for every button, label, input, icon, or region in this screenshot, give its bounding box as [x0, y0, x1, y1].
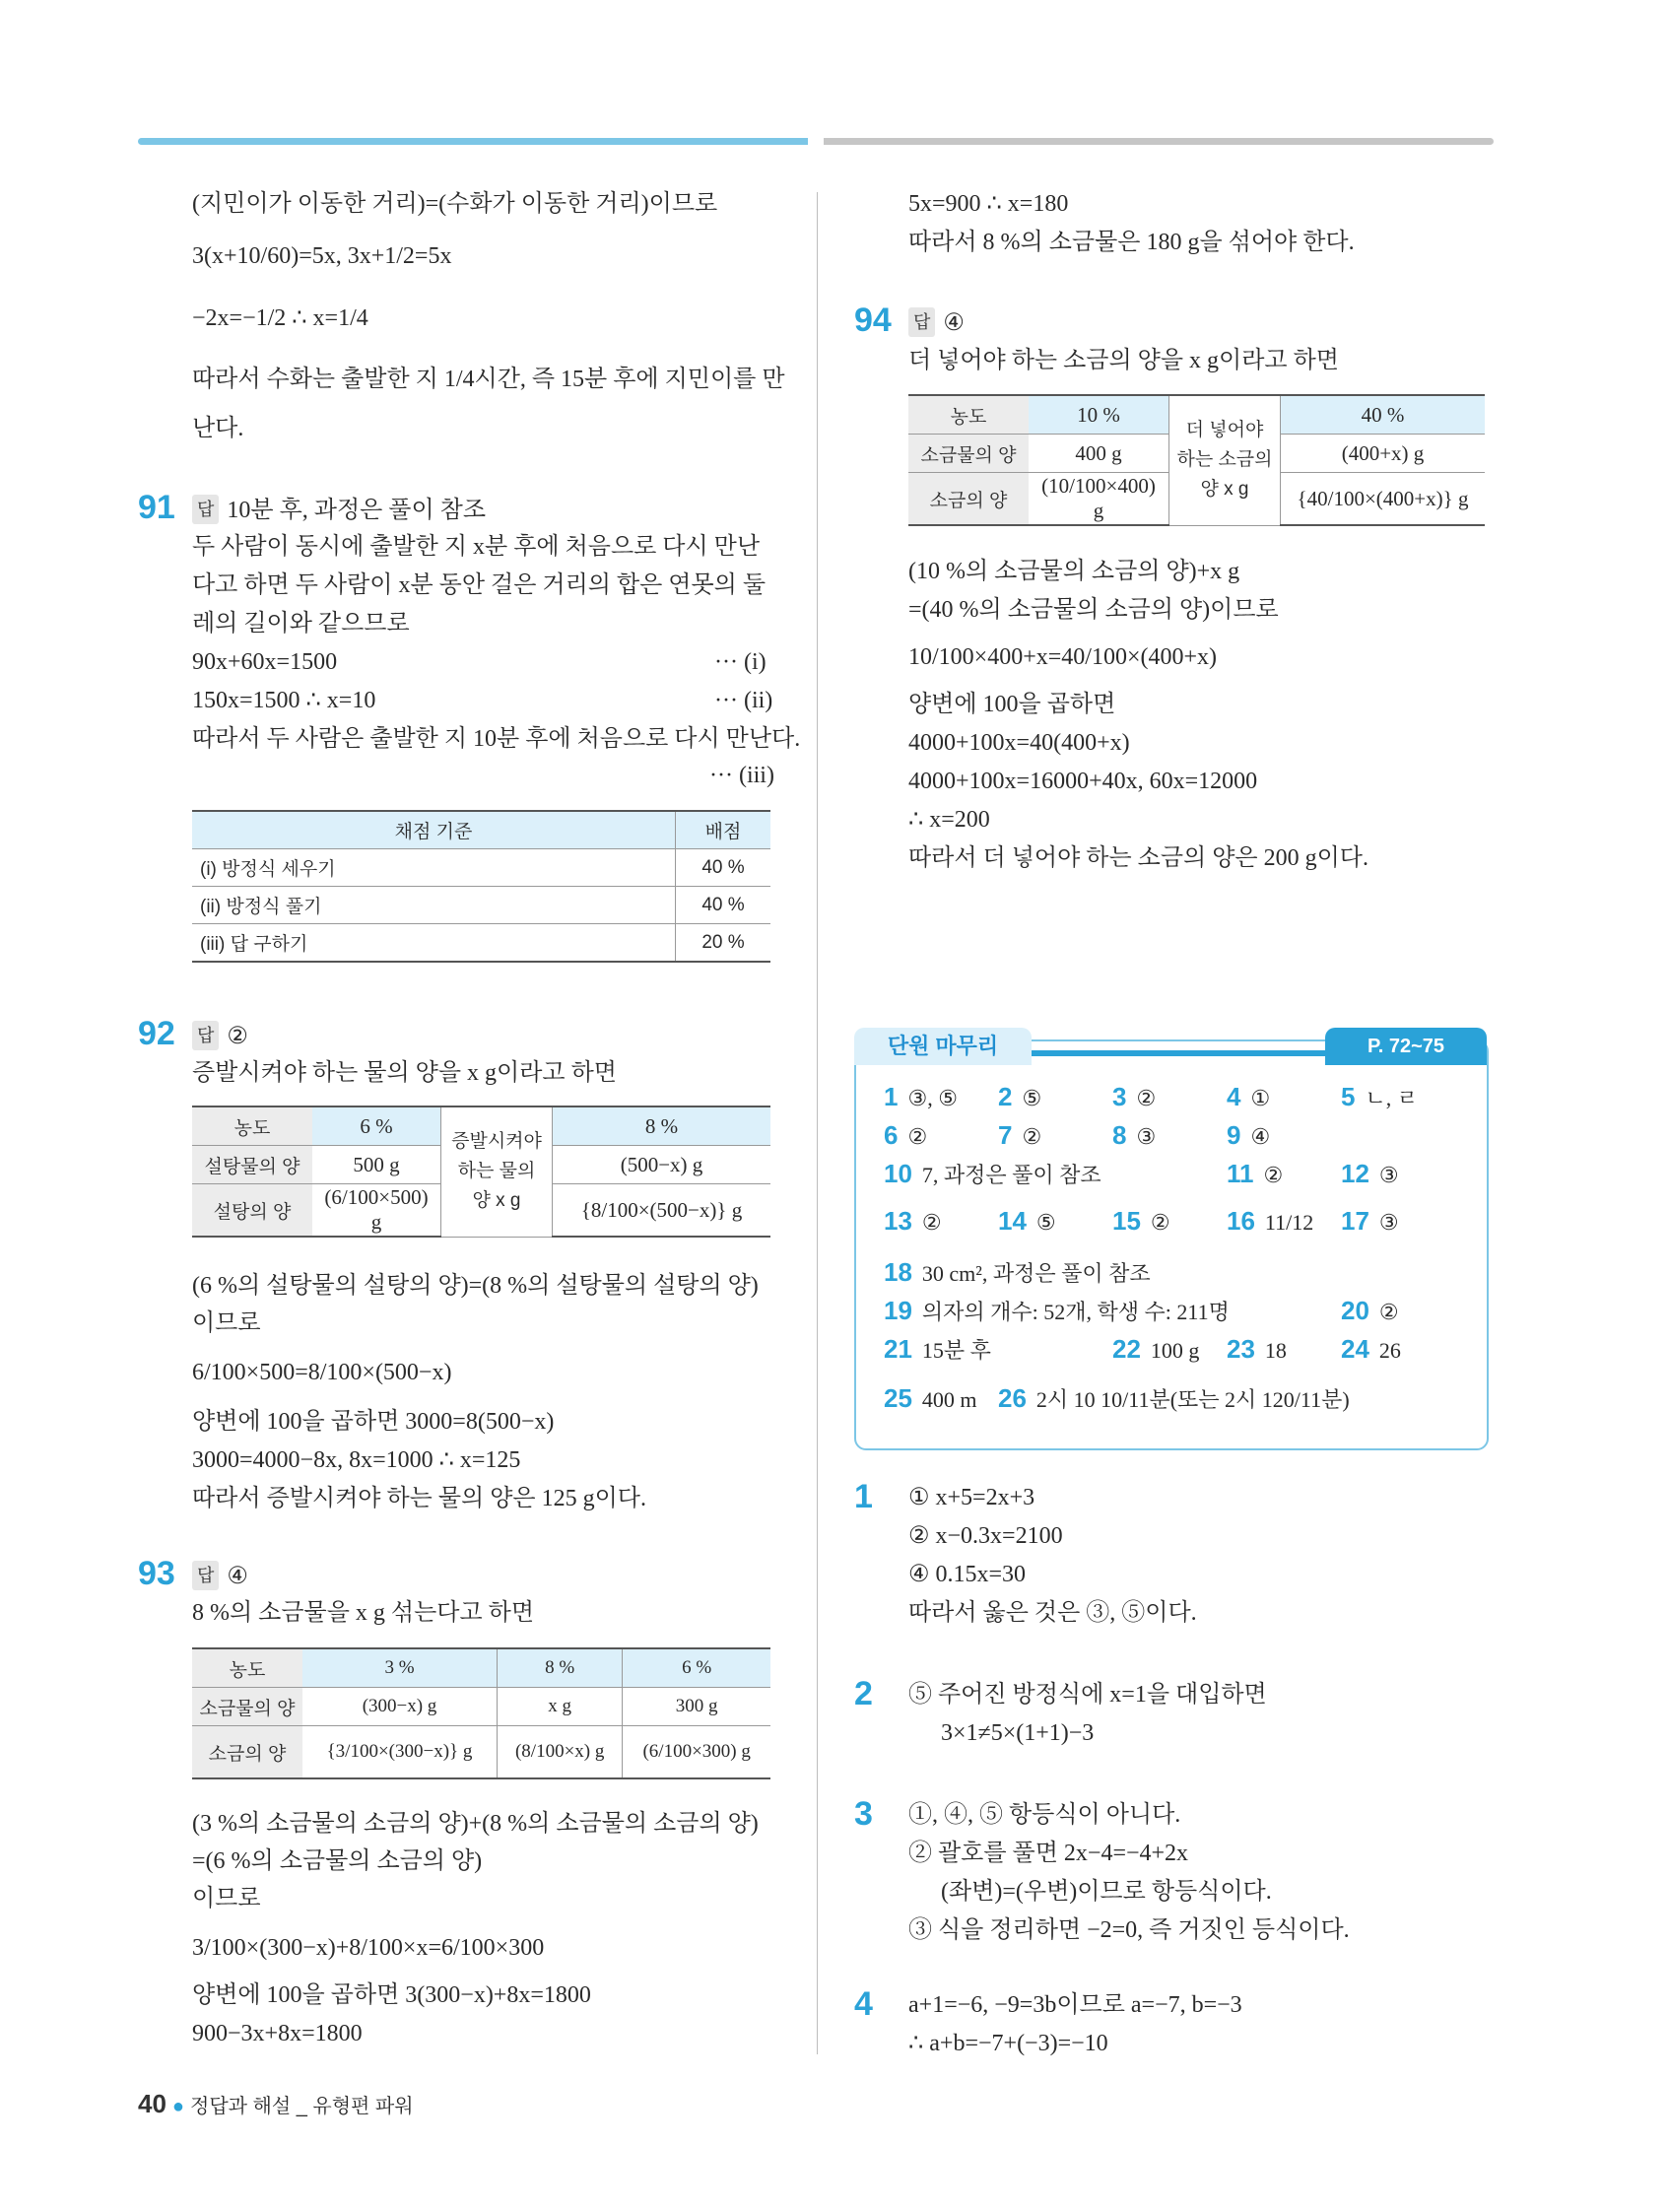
- equation-line: 4000+100x=16000+40x, 60x=12000: [908, 769, 1258, 794]
- solution-line: a+1=−6, −9=3b이므로 a=−7, b=−3: [908, 1992, 1242, 2018]
- table-cell: 6 %: [623, 1648, 770, 1688]
- table-cell: (i) 방정식 세우기: [192, 849, 676, 887]
- intro-line: 3(x+10/60)=5x, 3x+1/2=5x: [192, 243, 452, 269]
- text-line: (6 %의 설탕물의 설탕의 양)=(8 %의 설탕물의 설탕의 양): [192, 1273, 759, 1299]
- table-cell: 400 g: [1029, 435, 1169, 473]
- solution-line: ∴ a+b=−7+(−3)=−10: [908, 2031, 1108, 2056]
- solution-number: 4: [854, 1985, 873, 2023]
- review-item: 24 26: [1341, 1334, 1401, 1364]
- text-line: 따라서 8 %의 소금물은 180 g을 섞어야 한다.: [908, 230, 1355, 255]
- question-number: 94: [854, 302, 892, 339]
- bullet-icon: ●: [171, 2096, 185, 2117]
- solution-line: 3×1≠5×(1+1)−3: [941, 1720, 1095, 1746]
- table-cell: (6/100×500) g: [312, 1184, 441, 1238]
- solution-line: ①, ④, ⑤ 항등식이 아니다.: [908, 1802, 1181, 1828]
- equation-line: 90x+60x=1500: [192, 649, 338, 675]
- review-item: 19 의자의 개수: 52개, 학생 수: 211명: [884, 1296, 1230, 1325]
- unit-review-stripe: [1032, 1050, 1327, 1056]
- review-item: 8 ③: [1112, 1120, 1157, 1150]
- table-cell: (8/100×x) g: [498, 1726, 623, 1779]
- question-number: 91: [138, 489, 175, 526]
- text-line: 이므로: [192, 1310, 261, 1336]
- table-cell: (ii) 방정식 풀기: [192, 887, 676, 924]
- table-cell: 40 %: [676, 849, 771, 887]
- solution-line: ① x+5=2x+3: [908, 1485, 1035, 1510]
- solution-number: 2: [854, 1675, 873, 1712]
- table-cell: (500−x) g: [553, 1146, 771, 1184]
- header-bar-right: [824, 138, 1494, 145]
- table-header: 채점 기준: [192, 811, 676, 849]
- text-line: 따라서 더 넣어야 하는 소금의 양은 200 g이다.: [908, 845, 1368, 871]
- review-item: 17 ③: [1341, 1206, 1399, 1236]
- unit-review-pages: P. 72~75: [1325, 1028, 1487, 1065]
- text-line: =(6 %의 소금물의 소금의 양): [192, 1848, 483, 1874]
- header-bar-left: [138, 138, 808, 145]
- text-line: 따라서 두 사람은 출발한 지 10분 후에 처음으로 다시 만난다.: [192, 726, 801, 752]
- text-line: =(40 %의 소금물의 소금의 양)이므로: [908, 597, 1279, 623]
- answer-badge: 답: [192, 495, 219, 524]
- review-item: 1 ③, ⑤: [884, 1082, 958, 1111]
- page-number: 40: [138, 2089, 167, 2118]
- table-cell: 3 %: [302, 1648, 498, 1688]
- step-mark: ··· (ii): [714, 688, 773, 713]
- intro-line: −2x=−1/2 ∴ x=1/4: [192, 305, 368, 331]
- question-number: 93: [138, 1555, 175, 1592]
- table-cell: (400+x) g: [1281, 435, 1486, 473]
- equation-line: 4000+100x=40(400+x): [908, 730, 1130, 756]
- review-item: 5 ㄴ, ㄹ: [1341, 1082, 1418, 1111]
- table-cell: 더 넣어야 하는 소금의 양 x g: [1169, 395, 1281, 525]
- text-line: 따라서 증발시켜야 하는 물의 양은 125 g이다.: [192, 1486, 646, 1511]
- footer-title: 정답과 해설 _ 유형편 파워: [190, 2096, 414, 2117]
- table-cell: {40/100×(400+x)} g: [1281, 473, 1486, 526]
- table-cell: 증발시켜야 하는 물의 양 x g: [441, 1106, 553, 1237]
- table-cell: 40 %: [676, 887, 771, 924]
- review-item: 18 30 cm², 과정은 풀이 참조: [884, 1257, 1151, 1287]
- solution-number: 3: [854, 1795, 873, 1833]
- review-item: 12 ③: [1341, 1159, 1399, 1188]
- review-item: 3 ②: [1112, 1082, 1157, 1111]
- table-cell: {3/100×(300−x)} g: [302, 1726, 498, 1779]
- answer-badge: 답: [192, 1021, 219, 1050]
- question-number: 92: [138, 1015, 175, 1052]
- page-footer: [138, 2089, 414, 2119]
- text-line: (10 %의 소금물의 소금의 양)+x g: [908, 559, 1240, 584]
- table-cell: 농도: [908, 395, 1029, 435]
- review-item: 14 ⑤: [998, 1206, 1056, 1236]
- answer-text: ④: [227, 1564, 248, 1589]
- table-cell: {8/100×(500−x)} g: [553, 1184, 771, 1238]
- table-cell: 20 %: [676, 924, 771, 963]
- answer-line: [192, 495, 486, 525]
- text-line: 8 %의 소금물을 x g 섞는다고 하면: [192, 1600, 535, 1626]
- step-mark: ··· (i): [714, 649, 767, 675]
- equation-line: 3000=4000−8x, 8x=1000 ∴ x=125: [192, 1447, 521, 1473]
- solution-line: ④ 0.15x=30: [908, 1562, 1027, 1587]
- review-item: 22 100 g: [1112, 1334, 1200, 1364]
- review-item: 25 400 m: [884, 1383, 977, 1413]
- answer-line: [192, 1561, 248, 1591]
- table-cell: 6 %: [312, 1106, 441, 1146]
- answer-text: 10분 후, 과정은 풀이 참조: [227, 498, 487, 523]
- table-cell: 농도: [192, 1106, 312, 1146]
- text-line: 레의 길이와 같으므로: [192, 611, 410, 637]
- table-cell: 소금의 양: [908, 473, 1029, 526]
- equation-line: 5x=900 ∴ x=180: [908, 191, 1069, 217]
- text-line: 양변에 100을 곱하면: [908, 692, 1116, 717]
- table-cell: (6/100×300) g: [623, 1726, 770, 1779]
- review-item: 11 ②: [1227, 1159, 1284, 1188]
- equation-line: 900−3x+8x=1800: [192, 2021, 363, 2046]
- table-cell: 농도: [192, 1648, 302, 1688]
- review-item: 20 ②: [1341, 1296, 1399, 1325]
- review-item: 10 7, 과정은 풀이 참조: [884, 1159, 1101, 1188]
- equation-line: 양변에 100을 곱하면 3(300−x)+8x=1800: [192, 1982, 591, 2008]
- concentration-table: [192, 1106, 770, 1238]
- equation-line: 150x=1500 ∴ x=10: [192, 688, 376, 713]
- intro-line: 난다.: [192, 416, 244, 441]
- table-cell: 300 g: [623, 1688, 770, 1726]
- table-cell: 설탕의 양: [192, 1184, 312, 1238]
- text-line: 더 넣어야 하는 소금의 양을 x g이라고 하면: [908, 348, 1339, 373]
- review-item: 26 2시 10 10/11분(또는 2시 120/11분): [998, 1383, 1350, 1413]
- solution-line: ③ 식을 정리하면 −2=0, 즉 거짓인 등식이다.: [908, 1917, 1350, 1943]
- text-line: 증발시켜야 하는 물의 양을 x g이라고 하면: [192, 1060, 617, 1086]
- table-cell: (10/100×400) g: [1029, 473, 1169, 526]
- review-item: 23 18: [1227, 1334, 1287, 1364]
- review-item: 2 ⑤: [998, 1082, 1042, 1111]
- table-cell: 8 %: [553, 1106, 771, 1146]
- answer-text: ④: [943, 310, 965, 336]
- scoring-table: [192, 810, 770, 963]
- equation-line: ∴ x=200: [908, 807, 990, 833]
- answer-text: ②: [227, 1024, 248, 1049]
- table-cell: 소금의 양: [192, 1726, 302, 1779]
- answer-badge: 답: [192, 1561, 219, 1590]
- solution-line: (좌변)=(우변)이므로 항등식이다.: [941, 1879, 1272, 1905]
- review-item: 4 ①: [1227, 1082, 1271, 1111]
- solution-line: 따라서 옳은 것은 ③, ⑤이다.: [908, 1600, 1197, 1626]
- table-cell: 40 %: [1281, 395, 1486, 435]
- concentration-table: [908, 394, 1485, 526]
- text-line: 두 사람이 동시에 출발한 지 x분 후에 처음으로 다시 만난: [192, 534, 761, 560]
- column-divider: [817, 192, 818, 2054]
- table-cell: (iii) 답 구하기: [192, 924, 676, 963]
- equation-line: 6/100×500=8/100×(500−x): [192, 1360, 452, 1385]
- table-cell: 설탕물의 양: [192, 1146, 312, 1184]
- review-item: 6 ②: [884, 1120, 928, 1150]
- review-item: 7 ②: [998, 1120, 1042, 1150]
- equation-line: 10/100×400+x=40/100×(400+x): [908, 644, 1217, 670]
- table-cell: 8 %: [498, 1648, 623, 1688]
- equation-line: 양변에 100을 곱하면 3000=8(500−x): [192, 1409, 555, 1435]
- review-item: 15 ②: [1112, 1206, 1170, 1236]
- solution-line: ② 괄호를 풀면 2x−4=−4+2x: [908, 1841, 1189, 1866]
- solution-line: ② x−0.3x=2100: [908, 1523, 1063, 1549]
- table-cell: x g: [498, 1688, 623, 1726]
- answer-line: [192, 1021, 248, 1051]
- text-line: 이므로: [192, 1886, 261, 1911]
- table-header: 배점: [676, 811, 771, 849]
- intro-line: (지민이가 이동한 거리)=(수화가 이동한 거리)이므로: [192, 191, 718, 217]
- concentration-table: [192, 1647, 770, 1779]
- table-cell: 소금물의 양: [908, 435, 1029, 473]
- text-line: (3 %의 소금물의 소금의 양)+(8 %의 소금물의 소금의 양): [192, 1811, 759, 1837]
- unit-review-title: 단원 마무리: [854, 1028, 1032, 1065]
- table-cell: 10 %: [1029, 395, 1169, 435]
- table-cell: (300−x) g: [302, 1688, 498, 1726]
- answer-badge: 답: [908, 307, 935, 337]
- solution-line: ⑤ 주어진 방정식에 x=1을 대입하면: [908, 1682, 1267, 1708]
- text-line: 다고 하면 두 사람이 x분 동안 걸은 거리의 합은 연못의 둘: [192, 572, 767, 598]
- review-item: 9 ④: [1227, 1120, 1271, 1150]
- table-cell: 소금물의 양: [192, 1688, 302, 1726]
- intro-line: 따라서 수화는 출발한 지 1/4시간, 즉 15분 후에 지민이를 만: [192, 367, 785, 392]
- review-item: 16 11/12: [1227, 1206, 1314, 1236]
- answer-line: [908, 307, 965, 338]
- solution-number: 1: [854, 1478, 873, 1515]
- review-item: 13 ②: [884, 1206, 942, 1236]
- equation-line: 3/100×(300−x)+8/100×x=6/100×300: [192, 1935, 545, 1961]
- review-item: 21 15분 후: [884, 1334, 991, 1364]
- table-cell: 500 g: [312, 1146, 441, 1184]
- step-mark: ··· (iii): [709, 763, 774, 788]
